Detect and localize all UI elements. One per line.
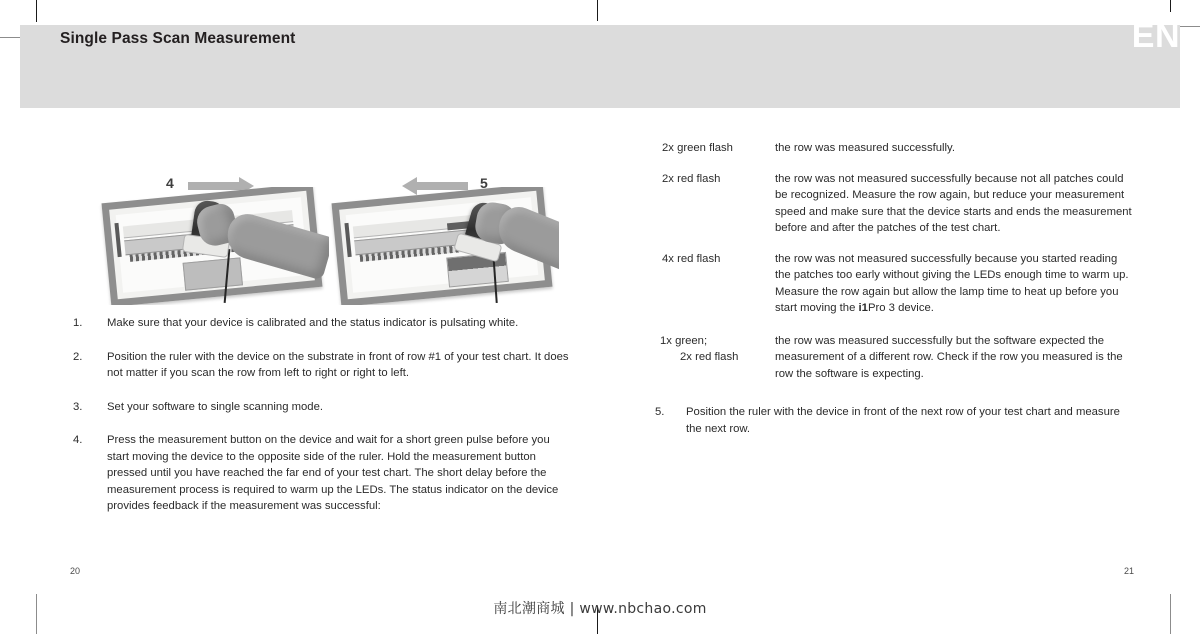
list-item (655, 251, 1135, 317)
chart-clip (114, 223, 121, 257)
crop-mark-top-left (36, 0, 37, 22)
illustration-label-5: 5 (480, 175, 488, 191)
patch-block (183, 257, 243, 290)
status-description: the row was measured successfully. (775, 142, 955, 154)
photo-scan-right-to-left (328, 187, 559, 305)
status-description-part-1: the row was not measured successfully because you started reading the patches too early without giving the LEDs enough time to warm up. Measure the row again but allow the lamp time to heat up before you start moving the (775, 252, 1129, 314)
left-column (73, 140, 573, 532)
step-number: 2. (73, 350, 83, 363)
status-description-part-2: device. (894, 302, 934, 314)
list-item (73, 315, 573, 332)
illustration-step-4 (98, 165, 329, 305)
step-number: 4. (73, 434, 83, 446)
step-text: Make sure that your device is calibrated and the status indicator is pulsating white. (107, 317, 519, 329)
page-number-left: 20 (70, 566, 81, 576)
step-number: 5. (655, 406, 665, 418)
right-column (655, 140, 1135, 437)
step-text: Position the ruler with the device in front of the next row of your test chart and measure the next row. (686, 406, 1120, 435)
step-text: Press the measurement button on the device and wait for a short green pulse before you start moving the device to the opposite side of the ruler. Hold the measurement button pressed until you have reached the far end of your test chart. The short delay before the measurement process is required to warm up the LEDs. The status indicator on the device provides feedback if the measurement was successful: (107, 434, 559, 512)
illustration-step-5 (328, 165, 559, 305)
illustration-group (73, 140, 573, 315)
chart-clip (344, 223, 351, 257)
list-item (655, 171, 1135, 237)
status-badge: 2x green flash (662, 142, 733, 154)
status-description: the row was measured successfully but the software expected the measurement of a different row. Check if the row you measured is the row the software is expecting. (775, 334, 1123, 380)
step-number: 1. (73, 317, 83, 329)
photo-scan-left-to-right (98, 187, 329, 305)
list-item (73, 349, 573, 382)
status-badge: 4x red flash (662, 252, 721, 265)
page-title: Single Pass Scan Measurement (60, 30, 296, 47)
crop-mark-top-right (1170, 0, 1171, 12)
list-item (655, 404, 1135, 437)
page-number-right: 21 (1123, 566, 1134, 576)
status-description: the row was not measured successfully because not all patches could be recognized. Measure the row again, but reduce your measurement speed and make sure that the device starts and ends the measurement before and after the patches of the test chart. (775, 172, 1132, 234)
patch-block (446, 252, 509, 288)
watermark: 南北潮商城 | www.nbchao.com (493, 601, 707, 617)
right-steps-list (655, 404, 1135, 437)
crop-mark-left-top (0, 37, 22, 38)
status-description (775, 251, 1135, 317)
step-text: Position the ruler with the device on the substrate in front of row #1 of your test chart. It does not matter if you scan the row from left to right or right to left. (107, 350, 569, 379)
language-badge: EN (1131, 17, 1180, 55)
status-badge-line-1: 1x green; (660, 334, 708, 347)
illustration-label-4: 4 (166, 175, 174, 191)
list-item (655, 333, 1135, 383)
list-item (73, 432, 573, 515)
status-indicator-list (655, 140, 1135, 382)
list-item (655, 140, 1135, 157)
step-number: 3. (73, 400, 83, 413)
list-item (73, 399, 573, 416)
crop-mark-top-center (597, 0, 598, 21)
step-text: Set your software to single scanning mode. (107, 400, 324, 413)
status-badge-line-2: 2x red flash (680, 350, 739, 363)
left-steps-list (73, 315, 573, 515)
status-badge: 2x red flash (662, 172, 721, 185)
brand-name-bold: i1 (858, 302, 868, 314)
brand-name-rest: Pro 3 (867, 302, 895, 314)
